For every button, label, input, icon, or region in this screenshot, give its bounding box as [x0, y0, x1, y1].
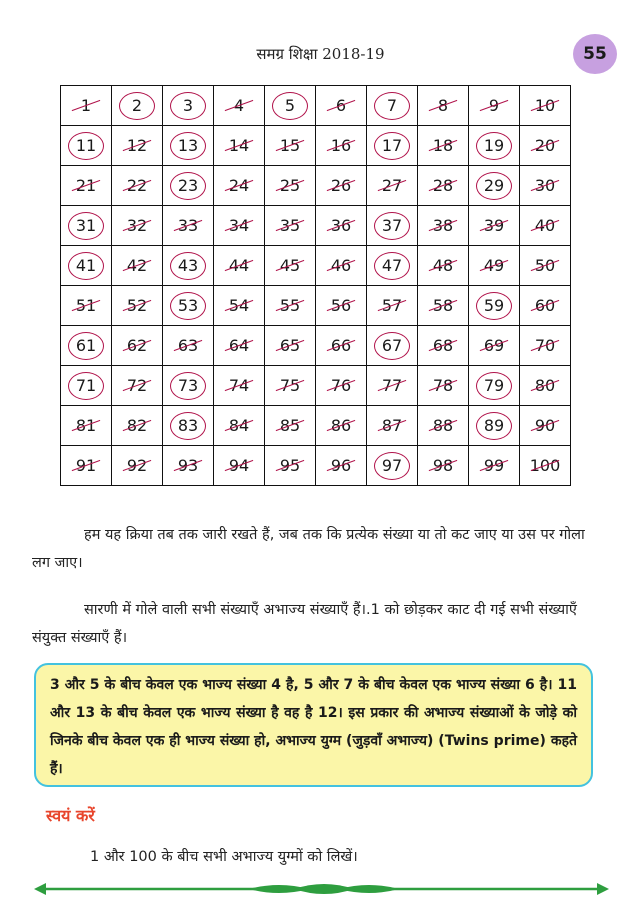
- crossed-number: 74: [222, 373, 256, 399]
- crossed-number: 14: [222, 133, 256, 159]
- crossed-number: 39: [477, 213, 511, 239]
- grid-cell: [316, 366, 367, 406]
- circled-number: 67: [374, 332, 410, 360]
- grid-row: [61, 366, 571, 406]
- grid-cell: [112, 286, 163, 326]
- grid-cell: [163, 406, 214, 446]
- grid-cell: [265, 366, 316, 406]
- circled-number: 13: [170, 132, 206, 160]
- crossed-number: 12: [120, 133, 154, 159]
- crossed-number: 21: [69, 173, 103, 199]
- grid-cell: [469, 406, 520, 446]
- number-grid: [60, 85, 571, 486]
- grid-cell: [469, 326, 520, 366]
- grid-cell: [520, 246, 571, 286]
- page-header: समग्र शिक्षा 2018-19: [256, 45, 385, 63]
- crossed-number: 98: [426, 453, 460, 479]
- crossed-number: 87: [375, 413, 409, 439]
- crossed-number: 78: [426, 373, 460, 399]
- grid-cell: [367, 86, 418, 126]
- grid-cell: [418, 406, 469, 446]
- crossed-number: 55: [273, 293, 307, 319]
- circled-number: 53: [170, 292, 206, 320]
- grid-cell: [61, 286, 112, 326]
- crossed-number: 44: [222, 253, 256, 279]
- crossed-number: 92: [120, 453, 154, 479]
- crossed-number: 52: [120, 293, 154, 319]
- twin-prime-note-box: 3 और 5 के बीच केवल एक भाज्य संख्या 4 है, 5 और 7 के बीच केवल एक भाज्य संख्या 6 है। 11 और 13 के बीच केवल एक भाज्य संख्या है वह है 12। इस प्रकार की अभाज्य संख्याओं के जोड़े को जिनके बीच केवल एक ही भाज्य संख्या हो, अभाज्य युग्म (जुड़वाँ अभाज्य) (Twins prime) कहते हैं।: [34, 663, 593, 787]
- grid-cell: [367, 166, 418, 206]
- grid-cell: [112, 326, 163, 366]
- grid-cell: [214, 326, 265, 366]
- crossed-number: 94: [222, 453, 256, 479]
- circled-number: 5: [272, 92, 308, 120]
- grid-cell: [418, 326, 469, 366]
- grid-cell: [469, 126, 520, 166]
- crossed-number: 81: [69, 413, 103, 439]
- crossed-number: 9: [477, 93, 511, 119]
- crossed-number: 60: [528, 293, 562, 319]
- crossed-number: 35: [273, 213, 307, 239]
- grid-cell: [316, 286, 367, 326]
- grid-cell: [367, 366, 418, 406]
- grid-cell: [316, 326, 367, 366]
- crossed-number: 33: [171, 213, 205, 239]
- crossed-number: 27: [375, 173, 409, 199]
- crossed-number: 57: [375, 293, 409, 319]
- grid-cell: [520, 446, 571, 486]
- circled-number: 43: [170, 252, 206, 280]
- grid-cell: [316, 206, 367, 246]
- grid-row: [61, 406, 571, 446]
- grid-cell: [469, 206, 520, 246]
- crossed-number: 63: [171, 333, 205, 359]
- crossed-number: 46: [324, 253, 358, 279]
- circled-number: 17: [374, 132, 410, 160]
- grid-cell: [163, 126, 214, 166]
- circled-number: 31: [68, 212, 104, 240]
- crossed-number: 38: [426, 213, 460, 239]
- crossed-number: 30: [528, 173, 562, 199]
- grid-cell: [265, 126, 316, 166]
- decorative-divider: [34, 878, 609, 900]
- grid-cell: [163, 166, 214, 206]
- activity-task: 1 और 100 के बीच सभी अभाज्य युग्मों को लिखें।: [90, 849, 358, 865]
- grid-cell: [265, 86, 316, 126]
- crossed-number: 84: [222, 413, 256, 439]
- circled-number: 29: [476, 172, 512, 200]
- grid-cell: [265, 406, 316, 446]
- grid-cell: [367, 206, 418, 246]
- crossed-number: 58: [426, 293, 460, 319]
- grid-cell: [214, 406, 265, 446]
- crossed-number: 66: [324, 333, 358, 359]
- grid-cell: [61, 86, 112, 126]
- crossed-number: 1: [69, 93, 103, 119]
- crossed-number: 18: [426, 133, 460, 159]
- crossed-number: 69: [477, 333, 511, 359]
- circled-number: 23: [170, 172, 206, 200]
- crossed-number: 49: [477, 253, 511, 279]
- crossed-number: 85: [273, 413, 307, 439]
- paragraph-1: हम यह क्रिया तब तक जारी रखते हैं, जब तक कि प्रत्येक संख्या या तो कट जाए या उस पर गोला लग जाए।: [32, 527, 585, 571]
- grid-cell: [163, 246, 214, 286]
- grid-cell: [214, 206, 265, 246]
- crossed-number: 26: [324, 173, 358, 199]
- crossed-number: 8: [426, 93, 460, 119]
- crossed-number: 80: [528, 373, 562, 399]
- grid-cell: [214, 286, 265, 326]
- activity-heading: स्वयं करें: [46, 806, 95, 825]
- grid-cell: [367, 406, 418, 446]
- crossed-number: 25: [273, 173, 307, 199]
- grid-cell: [163, 206, 214, 246]
- grid-cell: [469, 286, 520, 326]
- grid-cell: [316, 166, 367, 206]
- circled-number: 61: [68, 332, 104, 360]
- grid-cell: [367, 126, 418, 166]
- crossed-number: 56: [324, 293, 358, 319]
- grid-cell: [112, 86, 163, 126]
- grid-cell: [163, 326, 214, 366]
- crossed-number: 65: [273, 333, 307, 359]
- grid-row: [61, 286, 571, 326]
- crossed-number: 10: [528, 93, 562, 119]
- grid-row: [61, 446, 571, 486]
- crossed-number: 45: [273, 253, 307, 279]
- crossed-number: 34: [222, 213, 256, 239]
- crossed-number: 24: [222, 173, 256, 199]
- grid-row: [61, 166, 571, 206]
- crossed-number: 15: [273, 133, 307, 159]
- grid-cell: [418, 246, 469, 286]
- circled-number: 73: [170, 372, 206, 400]
- page-number-badge: 55: [573, 34, 617, 74]
- grid-cell: [265, 286, 316, 326]
- grid-cell: [112, 126, 163, 166]
- crossed-number: 100: [528, 453, 562, 479]
- paragraph-2: सारणी में गोले वाली सभी संख्याएँ अभाज्य संख्याएँ हैं।.1 को छोड़कर काट दी गई सभी संख्याएँ संयुक्त संख्याएँ हैं।: [32, 602, 577, 646]
- circled-number: 41: [68, 252, 104, 280]
- grid-cell: [316, 406, 367, 446]
- grid-cell: [163, 86, 214, 126]
- grid-cell: [367, 286, 418, 326]
- grid-cell: [163, 446, 214, 486]
- crossed-number: 6: [324, 93, 358, 119]
- crossed-number: 99: [477, 453, 511, 479]
- grid-cell: [367, 326, 418, 366]
- circled-number: 59: [476, 292, 512, 320]
- crossed-number: 54: [222, 293, 256, 319]
- grid-cell: [163, 366, 214, 406]
- crossed-number: 40: [528, 213, 562, 239]
- crossed-number: 50: [528, 253, 562, 279]
- grid-cell: [265, 246, 316, 286]
- grid-cell: [418, 166, 469, 206]
- crossed-number: 36: [324, 213, 358, 239]
- grid-row: [61, 86, 571, 126]
- grid-cell: [418, 86, 469, 126]
- grid-cell: [469, 246, 520, 286]
- grid-cell: [316, 446, 367, 486]
- crossed-number: 90: [528, 413, 562, 439]
- grid-row: [61, 326, 571, 366]
- grid-cell: [418, 126, 469, 166]
- grid-cell: [520, 206, 571, 246]
- crossed-number: 22: [120, 173, 154, 199]
- grid-cell: [61, 126, 112, 166]
- grid-cell: [265, 446, 316, 486]
- grid-cell: [316, 246, 367, 286]
- grid-cell: [520, 166, 571, 206]
- circled-number: 37: [374, 212, 410, 240]
- grid-cell: [520, 406, 571, 446]
- grid-cell: [367, 246, 418, 286]
- crossed-number: 70: [528, 333, 562, 359]
- grid-cell: [214, 446, 265, 486]
- crossed-number: 32: [120, 213, 154, 239]
- crossed-number: 91: [69, 453, 103, 479]
- crossed-number: 86: [324, 413, 358, 439]
- grid-cell: [112, 366, 163, 406]
- circled-number: 3: [170, 92, 206, 120]
- crossed-number: 48: [426, 253, 460, 279]
- crossed-number: 64: [222, 333, 256, 359]
- circled-number: 89: [476, 412, 512, 440]
- circled-number: 19: [476, 132, 512, 160]
- crossed-number: 77: [375, 373, 409, 399]
- crossed-number: 76: [324, 373, 358, 399]
- crossed-number: 96: [324, 453, 358, 479]
- grid-cell: [520, 126, 571, 166]
- circled-number: 97: [374, 452, 410, 480]
- crossed-number: 93: [171, 453, 205, 479]
- grid-cell: [265, 166, 316, 206]
- circled-number: 2: [119, 92, 155, 120]
- grid-cell: [163, 286, 214, 326]
- grid-cell: [112, 446, 163, 486]
- grid-cell: [214, 366, 265, 406]
- crossed-number: 16: [324, 133, 358, 159]
- grid-cell: [61, 166, 112, 206]
- grid-cell: [265, 206, 316, 246]
- grid-row: [61, 206, 571, 246]
- grid-cell: [214, 246, 265, 286]
- grid-cell: [61, 246, 112, 286]
- grid-cell: [418, 286, 469, 326]
- grid-cell: [112, 206, 163, 246]
- grid-cell: [112, 166, 163, 206]
- circled-number: 83: [170, 412, 206, 440]
- grid-cell: [61, 206, 112, 246]
- grid-cell: [265, 326, 316, 366]
- grid-cell: [469, 166, 520, 206]
- grid-cell: [61, 326, 112, 366]
- grid-cell: [520, 86, 571, 126]
- grid-cell: [469, 446, 520, 486]
- grid-cell: [61, 446, 112, 486]
- grid-cell: [112, 246, 163, 286]
- grid-cell: [469, 86, 520, 126]
- grid-row: [61, 126, 571, 166]
- grid-cell: [469, 366, 520, 406]
- grid-cell: [112, 406, 163, 446]
- crossed-number: 62: [120, 333, 154, 359]
- circled-number: 7: [374, 92, 410, 120]
- crossed-number: 82: [120, 413, 154, 439]
- grid-cell: [418, 366, 469, 406]
- grid-cell: [520, 286, 571, 326]
- crossed-number: 51: [69, 293, 103, 319]
- circled-number: 71: [68, 372, 104, 400]
- circled-number: 47: [374, 252, 410, 280]
- grid-cell: [214, 86, 265, 126]
- crossed-number: 4: [222, 93, 256, 119]
- grid-cell: [418, 446, 469, 486]
- grid-cell: [520, 326, 571, 366]
- grid-cell: [61, 406, 112, 446]
- grid-cell: [367, 446, 418, 486]
- crossed-number: 20: [528, 133, 562, 159]
- circled-number: 11: [68, 132, 104, 160]
- crossed-number: 68: [426, 333, 460, 359]
- crossed-number: 42: [120, 253, 154, 279]
- grid-cell: [418, 206, 469, 246]
- grid-cell: [214, 166, 265, 206]
- crossed-number: 88: [426, 413, 460, 439]
- circled-number: 79: [476, 372, 512, 400]
- grid-cell: [316, 126, 367, 166]
- grid-cell: [316, 86, 367, 126]
- crossed-number: 28: [426, 173, 460, 199]
- grid-cell: [520, 366, 571, 406]
- crossed-number: 75: [273, 373, 307, 399]
- grid-cell: [61, 366, 112, 406]
- crossed-number: 95: [273, 453, 307, 479]
- grid-cell: [214, 126, 265, 166]
- grid-row: [61, 246, 571, 286]
- crossed-number: 72: [120, 373, 154, 399]
